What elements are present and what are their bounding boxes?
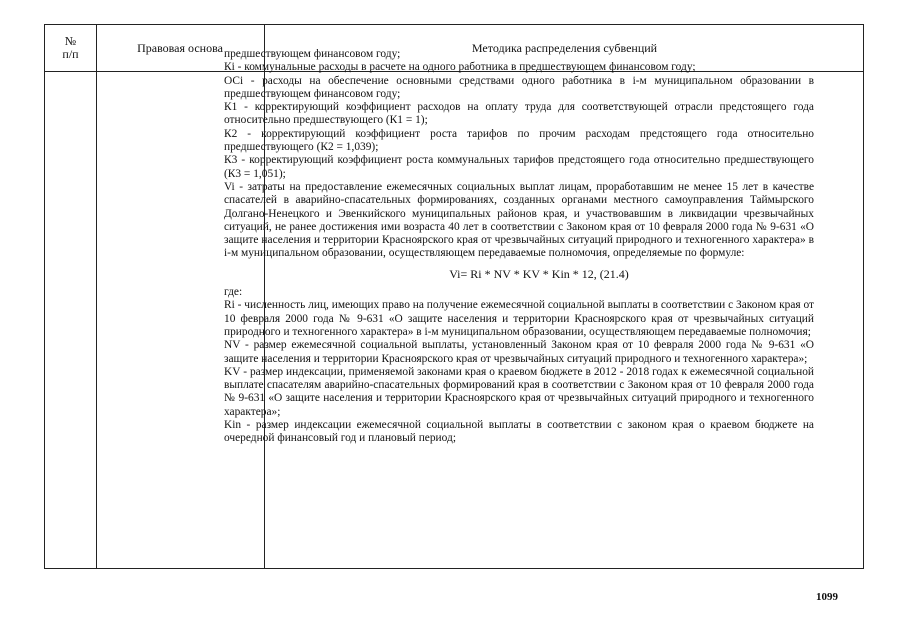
paragraph: предшествующем финансовом году;: [224, 48, 401, 60]
header-number-column: [45, 25, 96, 71]
header-legal-basis-label: Правовая основа: [137, 40, 223, 55]
paragraph: К2 - корректирующий коэффициент роста тарифов по прочим расходам предстоящего года относительно предшествующего (К2 = 1,039);: [224, 127, 814, 154]
paragraph: К1 - корректирующий коэффициент расходов на оплату труда для соответствующей отрасли предстоящего года относительно предшествующего (К1 = 1);: [224, 101, 814, 127]
paragraph: ОСi - расходы на обеспечение основными средствами одного работника в i-м муниципальном образовании в предшествующем финансовом году;: [224, 74, 814, 100]
methodology-text: [224, 48, 814, 446]
paragraph: NV - размер ежемесячной социальной выплаты, установленный Законом края от 10 февраля 2000 года № 9-631 «О защите населения и территории Красноярского края от чрезвычайных ситуаций природного и техногенного характера»;: [224, 339, 814, 365]
column-divider: [96, 25, 97, 568]
paragraph: К3 - корректирующий коэффициент роста коммунальных тарифов предстоящего года относительно предшествующего (К3 = 1,051);: [224, 154, 814, 180]
paragraph: Кi - коммунальные расходы в расчете на одного работника в предшествующем финансовом году;: [224, 61, 696, 74]
header-methodology-label: Методика распределения субвенций: [471, 40, 658, 55]
paragraph: KV - размер индексации, применяемой законами края о краевом бюджете в 2012 - 2018 годах к ежемесячной социальной выплате спасателям аварийно-спасательных формирований края в соответствии с Законом края от 10 февраля 2000 года № 9-631 «О защите населения и территории Красноярского края от чрезвычайных ситуаций природного и техногенного характера»;: [224, 365, 814, 418]
page-number: 1099: [816, 591, 838, 603]
header-number-label: № п/п: [62, 34, 79, 61]
paragraph: Kin - размер индексации ежемесячной социальной выплаты в соответствии с законом края о краевом бюджете на очередной финансовый год и плановый период;: [224, 419, 814, 445]
formula: Vi= Ri * NV * KV * Kin * 12, (21.4): [449, 266, 629, 281]
paragraph: Ri - численность лиц, имеющих право на получение ежемесячной социальной выплаты в соответствии с Законом края от 10 февраля 2000 года № 9-631 «О защите населения и территории Красноярского края от чрезвычайных ситуаций природного и техногенного характера» в i-м муниципальном образовании, осуществляющем передаваемые полномочия;: [224, 299, 814, 338]
paragraph: Vi - затраты на предоставление ежемесячных социальных выплат лицам, проработавшим не менее 15 лет в качестве спасателей в аварийно-спасательных формированиях, созданных органами местного самоуправления Таймырского Долгано-Ненецкого и Эвенкийского муниципальных районов края, и участвовавшим в ликвидации чрезвычайных ситуаций, не ранее достижения ими возраста 40 лет в соответствии с Законом края от 10 февраля 2000 года № 9-631 «О защите населения и территории Красноярского края от чрезвычайных ситуаций природного и техногенного характера» в i-м муниципальном образовании, осуществляющем передаваемые полномочия, определяемые по формуле:: [224, 180, 814, 260]
where-label: где:: [224, 286, 243, 299]
